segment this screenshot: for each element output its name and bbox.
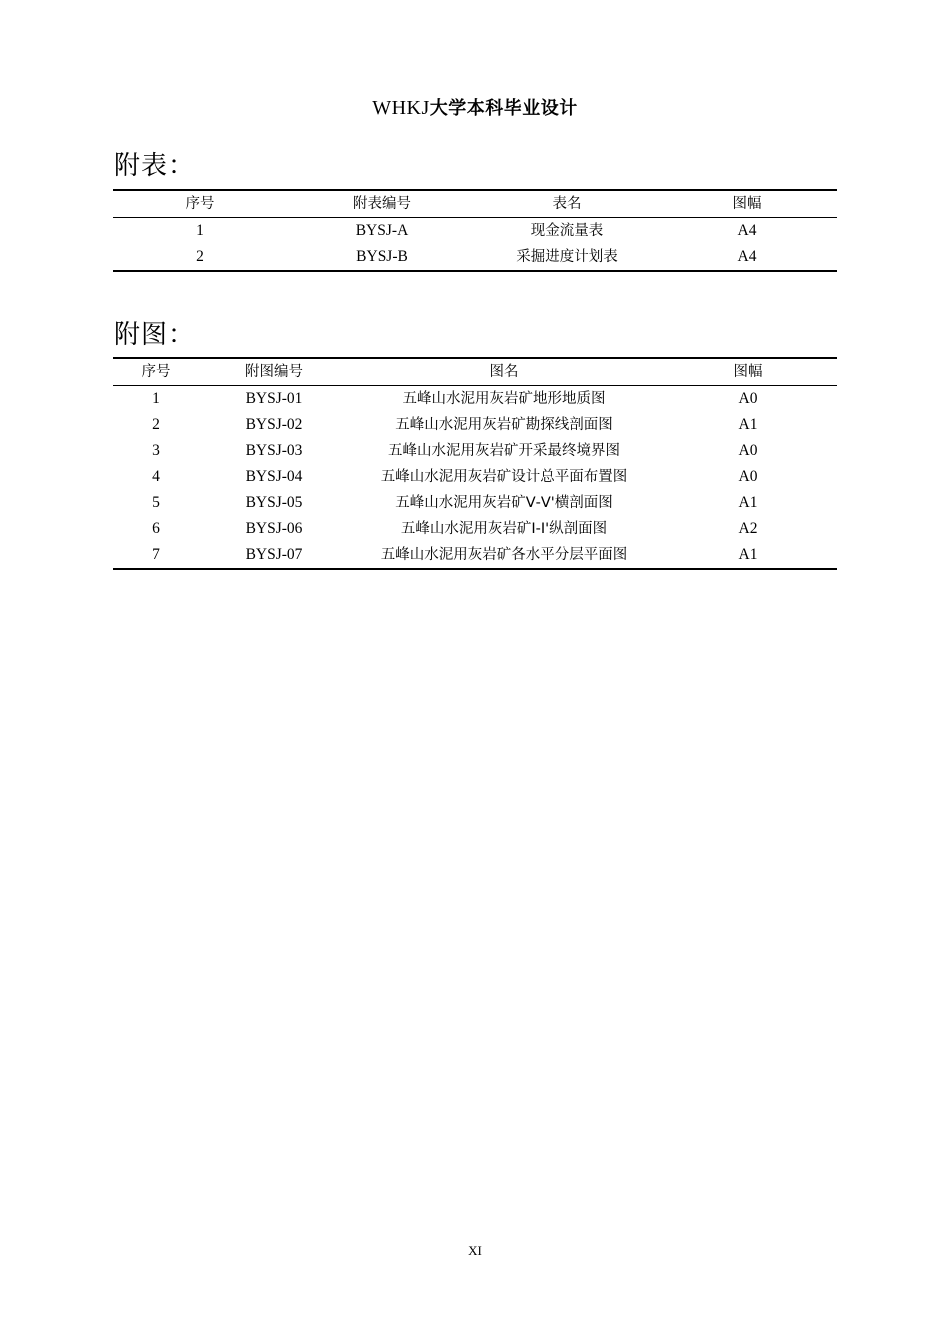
column-header: 表名 (477, 190, 657, 218)
cell-name: 五峰山水泥用灰岩矿开采最终境界图 (388, 443, 620, 459)
column-header: 附表编号 (287, 190, 477, 218)
column-header: 序号 (113, 358, 199, 386)
cell-size: A4 (737, 248, 757, 265)
column-header: 图名 (349, 358, 659, 386)
cell-index: 2 (152, 416, 160, 433)
table-row (113, 386, 837, 413)
cell-code: BYSJ-01 (245, 390, 303, 407)
header-cn: 大学本科毕业设计 (429, 98, 578, 119)
appendix-figures-table (113, 357, 837, 570)
column-header: 序号 (113, 190, 287, 218)
column-header: 图幅 (659, 358, 837, 386)
cell-index: 3 (152, 442, 160, 459)
cell-code: BYSJ-05 (245, 494, 303, 511)
cell-name: 五峰山水泥用灰岩矿Ⅰ-Ⅰ'纵剖面图 (400, 521, 608, 537)
table-row (113, 412, 837, 438)
table-row (113, 516, 837, 542)
cell-index: 1 (152, 390, 160, 407)
cell-index: 6 (152, 520, 160, 537)
appendix-tables-table (113, 189, 837, 272)
cell-code: BYSJ-02 (245, 416, 303, 433)
cell-index: 5 (152, 494, 160, 511)
cell-size: A0 (738, 468, 758, 485)
cell-size: A4 (737, 222, 757, 239)
cell-size: A1 (738, 416, 758, 433)
header-latin: WHKJ (372, 97, 430, 119)
table-header-row (113, 358, 837, 386)
column-header: 图幅 (657, 190, 837, 218)
cell-index: 7 (152, 546, 160, 563)
cell-name: 五峰山水泥用灰岩矿设计总平面布置图 (380, 469, 628, 485)
cell-index: 4 (152, 468, 160, 485)
cell-name: 五峰山水泥用灰岩矿地形地质图 (402, 391, 606, 407)
table-row (113, 542, 837, 569)
cell-code: BYSJ-A (355, 222, 409, 239)
cell-code: BYSJ-06 (245, 520, 303, 537)
table-row (113, 438, 837, 464)
cell-name: 五峰山水泥用灰岩矿勘探线剖面图 (395, 417, 613, 433)
figures-section-title: 附图： (114, 320, 196, 350)
column-header: 附图编号 (199, 358, 349, 386)
cell-index: 2 (196, 248, 204, 265)
cell-index: 1 (196, 222, 204, 239)
cell-code: BYSJ-07 (245, 546, 303, 563)
cell-code: BYSJ-03 (245, 442, 303, 459)
cell-name: 五峰山水泥用灰岩矿各水平分层平面图 (380, 547, 628, 563)
table-header-row (113, 190, 837, 218)
cell-code: BYSJ-B (356, 248, 408, 265)
cell-code: BYSJ-04 (245, 468, 303, 485)
table-row (113, 464, 837, 490)
table-row (113, 244, 837, 271)
page-number: XI (468, 1243, 482, 1258)
page-header (0, 94, 950, 120)
cell-name: 采掘进度计划表 (516, 249, 618, 265)
cell-size: A0 (738, 442, 758, 459)
tables-section-title: 附表： (114, 151, 196, 181)
cell-size: A2 (738, 520, 758, 537)
cell-size: A0 (738, 390, 758, 407)
cell-size: A1 (738, 494, 758, 511)
table-row (113, 490, 837, 516)
cell-size: A1 (738, 546, 758, 563)
cell-name: 五峰山水泥用灰岩矿Ⅴ-Ⅴ'横剖面图 (395, 495, 613, 511)
table-row (113, 218, 837, 245)
cell-name: 现金流量表 (530, 223, 604, 239)
